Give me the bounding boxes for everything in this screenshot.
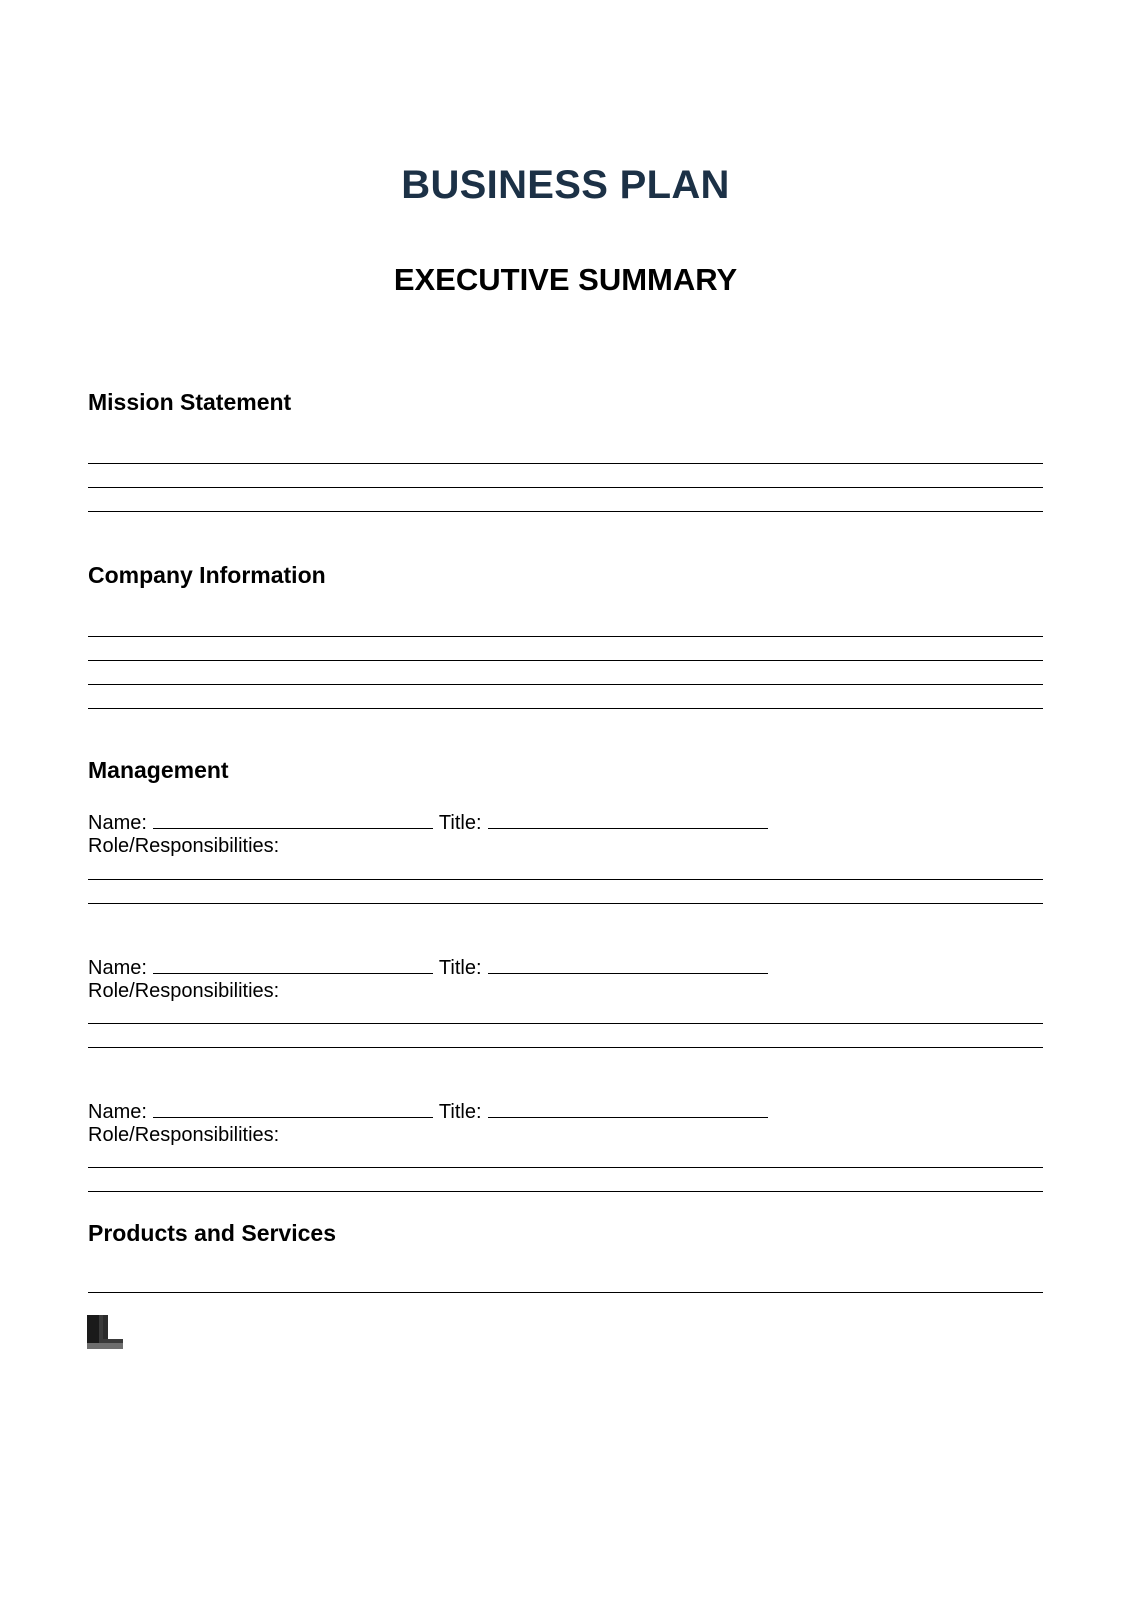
- role-responsibilities-line[interactable]: [88, 1047, 1043, 1048]
- company-information-line[interactable]: [88, 660, 1043, 661]
- role-responsibilities-label: Role/Responsibilities:: [88, 835, 280, 857]
- role-responsibilities-line[interactable]: [88, 1167, 1043, 1168]
- products-services-heading: Products and Services: [88, 1220, 336, 1246]
- products-services-line[interactable]: [88, 1292, 1043, 1293]
- role-responsibilities-line[interactable]: [88, 879, 1043, 880]
- mission-statement-line[interactable]: [88, 463, 1043, 464]
- title-label: Title:: [438, 1101, 482, 1123]
- role-responsibilities-label: Role/Responsibilities:: [88, 1124, 280, 1146]
- title-field[interactable]: [488, 955, 768, 974]
- name-field[interactable]: [153, 955, 433, 974]
- document-subtitle: EXECUTIVE SUMMARY: [393, 262, 738, 297]
- role-responsibilities-line[interactable]: [88, 903, 1043, 904]
- mission-statement-line[interactable]: [88, 487, 1043, 488]
- management-entry-1: [88, 810, 774, 835]
- role-responsibilities-line[interactable]: [88, 1191, 1043, 1192]
- title-field[interactable]: [488, 810, 768, 829]
- company-information-line[interactable]: [88, 684, 1043, 685]
- name-label: Name:: [88, 812, 147, 834]
- management-entry-2: [88, 955, 774, 980]
- brand-logo-icon: [87, 1315, 123, 1349]
- title-label: Title:: [438, 957, 482, 979]
- company-information-line[interactable]: [88, 636, 1043, 637]
- title-field[interactable]: [488, 1099, 768, 1118]
- mission-statement-heading: Mission Statement: [88, 389, 292, 415]
- role-responsibilities-line[interactable]: [88, 1023, 1043, 1024]
- name-field[interactable]: [153, 810, 433, 829]
- management-heading: Management: [88, 757, 229, 783]
- mission-statement-line[interactable]: [88, 511, 1043, 512]
- title-label: Title:: [438, 812, 482, 834]
- name-field[interactable]: [153, 1099, 433, 1118]
- document-title: BUSINESS PLAN: [401, 163, 730, 207]
- name-label: Name:: [88, 957, 147, 979]
- company-information-heading: Company Information: [88, 562, 326, 588]
- company-information-line[interactable]: [88, 708, 1043, 709]
- name-label: Name:: [88, 1101, 147, 1123]
- role-responsibilities-label: Role/Responsibilities:: [88, 980, 280, 1002]
- management-entry-3: [88, 1099, 774, 1124]
